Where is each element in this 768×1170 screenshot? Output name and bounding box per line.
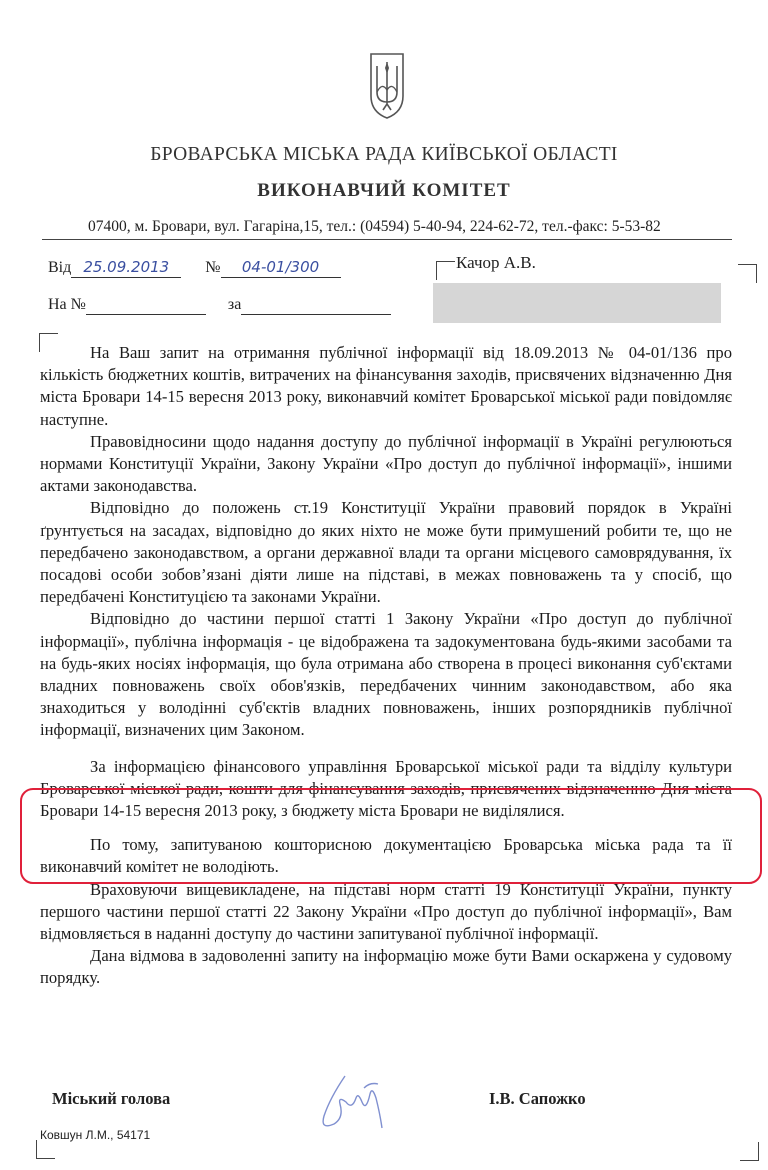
number-label: № <box>205 259 221 276</box>
incoming-date-field <box>241 296 391 315</box>
paragraph-definition: Відповідно до частини першої статті 1 Закону України «Про доступ до публічної інформації», публічна інформація - це відображена та задокументована будь-якими засобами та на будь-яких носіях інформація, що була отримана або створена в процесі виконання суб'єктами владних повноважень своїх обов'язків, передбачених чинним законодавством, або яка знаходиться у володінні суб'єктів владних повноважень, інших розпорядників публічної інформації, визначених цим Законом. <box>40 609 732 740</box>
organization-address: 07400, м. Бровари, вул. Гагаріна,15, тел.: (04594) 5-40-94, 224-62-72, тел.-факс: 5-53-82 <box>88 218 661 235</box>
highlight-annotation <box>20 788 762 884</box>
executor-corner-left <box>36 1140 55 1159</box>
organization-name: БРОВАРСЬКА МІСЬКА РАДА КИЇВСЬКОЇ ОБЛАСТІ <box>150 144 618 165</box>
paragraph-request: На Ваш запит на отримання публічної інформації від 18.09.2013 № 04-01/136 про кількість бюджетних коштів, витрачених на фінансування заходів, присвячених відзначенню Дня міста Бровари 14-15 вересня 2013 року, виконавчий комітет Броварської міської ради повідомляє наступне. <box>40 343 732 429</box>
from-label: Від <box>48 259 72 276</box>
number-field <box>221 258 341 278</box>
to-number-label: На № <box>48 296 86 313</box>
executor-corner-right <box>740 1142 759 1161</box>
handwritten-date: 25.09.2013 <box>83 258 170 276</box>
letter-body <box>40 342 732 990</box>
handwritten-number: 04-01/300 <box>241 258 320 276</box>
mayor-position: Міський голова <box>52 1089 171 1108</box>
paragraph-constitution: Відповідно до положень ст.19 Конституції України правовий порядок в Україні ґрунтується на засадах, відповідно до яких ніхто не може бути примушений робити те, що не передбачено законодавством, а органи державної влади та органи місцевого самоврядування, їх посадові особи зобов’язані діяти лише на підставі, в межах повноважень та у спосіб, що передбачені Конституцією та законами України. <box>40 498 732 607</box>
addressee-corner-right <box>738 264 757 283</box>
outgoing-reference <box>48 258 341 278</box>
paragraph-funding-answer: За інформацією фінансового управління Броварської міської ради та відділу культури Броварської міської ради, кошти для фінансування заходів, присвячених відзначенню Дня міста Бровари 14-15 вересня 2013 року, з бюджету міста Бровари не виділялися. <box>40 756 732 821</box>
mayor-name: І.В. Сапожко <box>489 1089 586 1108</box>
incoming-number-field <box>86 296 206 315</box>
paragraph-no-documentation: По тому, запитуваною кошторисною документацією Броварська міська рада та її виконавчий комітет не володіють. <box>40 835 732 877</box>
paragraph-refusal: Враховуючи вищевикладене, на підставі норм статті 19 Конституції України, пункту першого частини першої статті 22 Закону України «Про доступ до публічної інформації», Вам відмовляється в наданні доступу до частини запитуваної публічної інформації. <box>40 879 732 944</box>
header-divider <box>42 239 732 240</box>
committee-title: ВИКОНАВЧИЙ КОМІТЕТ <box>257 180 511 201</box>
redacted-address <box>433 283 721 323</box>
paragraph-appeal: Дана відмова в задоволенні запиту на інформацію може бути Вами оскаржена у судовому порядку. <box>40 946 732 988</box>
trident-coat-of-arms-icon <box>369 52 405 120</box>
incoming-reference <box>48 296 391 315</box>
date-field <box>71 258 181 278</box>
za-label: за <box>227 296 242 313</box>
addressee-corner-left <box>436 261 455 280</box>
paragraph-legal-basis: Правовідносини щодо надання доступу до публічної інформації в Україні регулюються нормами Конституції України, Закону України «Про доступ до публічної інформації», іншими актами законодавства. <box>40 431 732 496</box>
addressee-name: Качор А.В. <box>456 253 536 272</box>
executor-contact: Ковшун Л.М., 54171 <box>40 1128 151 1142</box>
handwritten-signature <box>300 1068 410 1138</box>
